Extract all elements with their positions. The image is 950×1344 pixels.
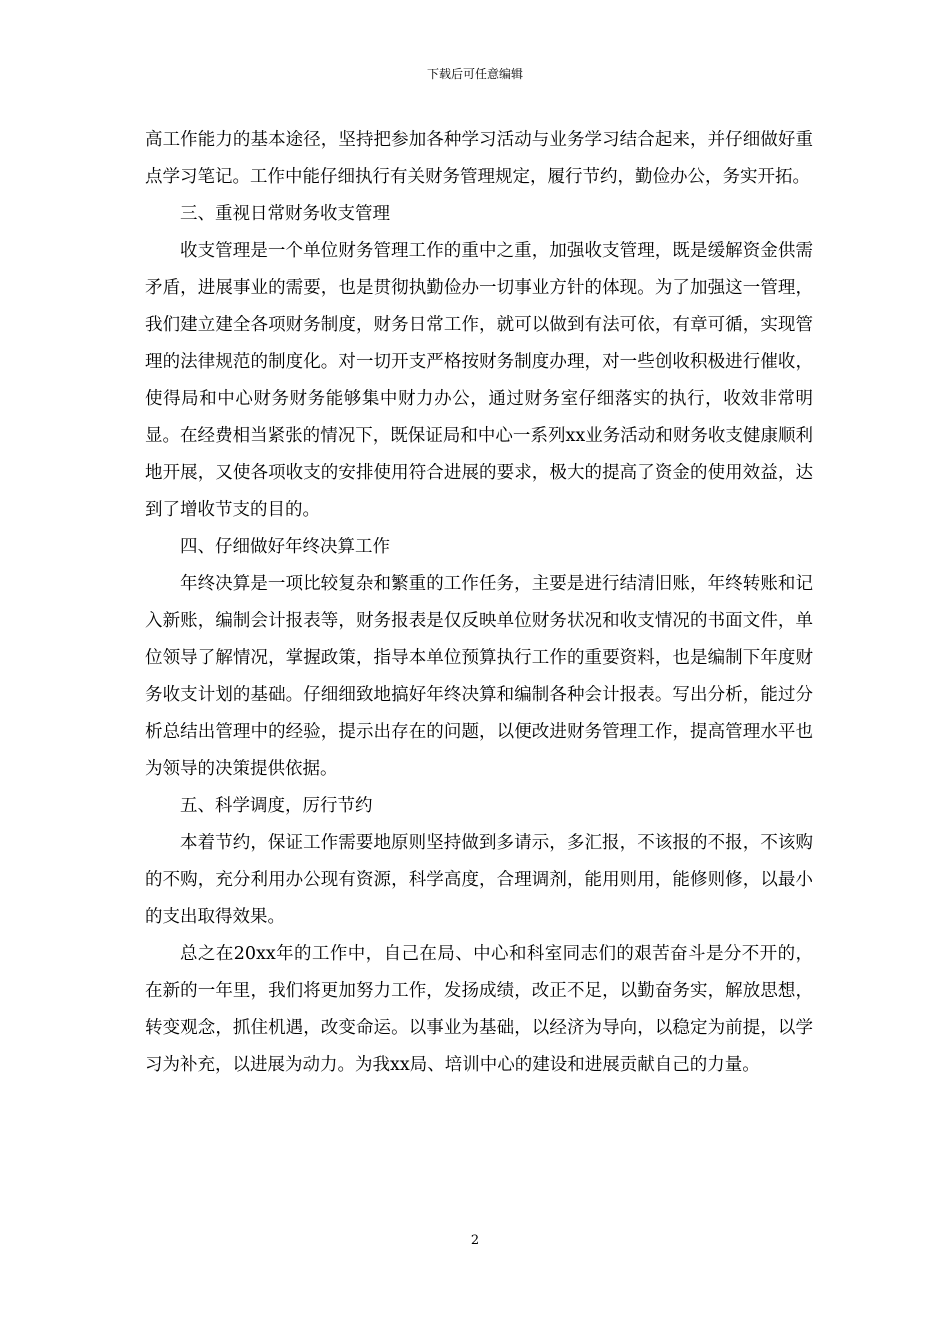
page-number: 2 [470, 1233, 480, 1248]
paragraph-continuation: 高工作能力的基本途径，坚持把参加各种学习活动与业务学习结合起来，并仔细做好重点学习笔记。工作中能仔细执行有关财务管理规定，履行节约，勤俭办公，务实开拓。 [145, 130, 813, 187]
section-heading-5: 五、科学调度，厉行节约 [180, 796, 373, 816]
paragraph-economy: 本着节约，保证工作需要地原则坚持做到多请示，多汇报，不该报的不报，不该购的不购，充分利用办公现有资源，科学高度，合理调剂，能用则用，能修则修，以最小的支出取得效果。 [145, 833, 813, 927]
paragraph-year-end: 年终决算是一项比较复杂和繁重的工作任务，主要是进行结清旧账，年终转账和记入新账，编制会计报表等，财务报表是仅反映单位财务状况和收支情况的书面文件，单位领导了解情况，掌握政策，指导本单位预算执行工作的重要资料，也是编制下年度财务收支计划的基础。仔细细致地搞好年终决算和编制各种会计报表。写出分析，能过分析总结出管理中的经验，提示出存在的问题，以便改进财务管理工作，提高管理水平也为领导的决策提供依据。 [145, 574, 813, 779]
paragraph-summary: 总之在20xx年的工作中，自己在局、中心和科室同志们的艰苦奋斗是分不开的，在新的一年里，我们将更加努力工作，发扬成绩，改正不足，以勤奋务实，解放思想，转变观念，抓住机遇，改变命运。以事业为基础，以经济为导向，以稳定为前提，以学习为补充，以进展为动力。为我xx局、培训中心的建设和进展贡献自己的力量。 [145, 944, 813, 1075]
page-header: 下载后可任意编辑 [426, 67, 523, 81]
section-heading-4: 四、仔细做好年终决算工作 [180, 537, 390, 557]
section-heading-3: 三、重视日常财务收支管理 [180, 204, 390, 224]
paragraph-income-expense: 收支管理是一个单位财务管理工作的重中之重，加强收支管理，既是缓解资金供需矛盾，进展事业的需要，也是贯彻执勤俭办一切事业方针的体现。为了加强这一管理，我们建立建全各项财务制度，财务日常工作，就可以做到有法可依，有章可循，实现管理的法律规范的制度化。对一切开支严格按财务制度办理，对一些创收积极进行催收，使得局和中心财务财务能够集中财力办公，通过财务室仔细落实的执行，收效非常明显。在经费相当紧张的情况下，既保证局和中心一系列xx业务活动和财务收支健康顺利地开展，又使各项收支的安排使用符合进展的要求，极大的提高了资金的使用效益，达到了增收节支的目的。 [145, 241, 813, 520]
document-body [145, 122, 813, 1084]
